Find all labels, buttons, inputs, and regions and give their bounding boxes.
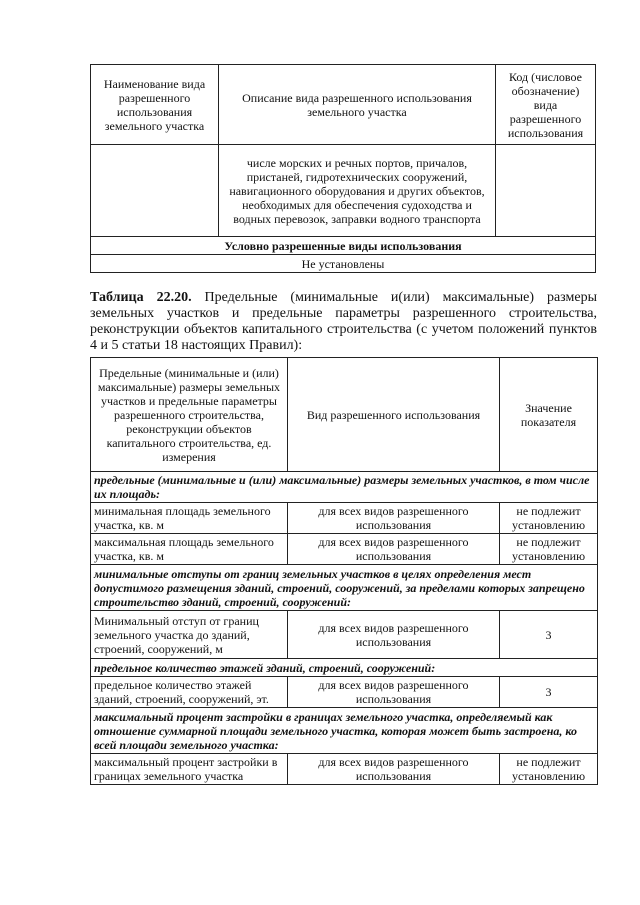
section-title: предельные (минимальные и (или) максимальные) размеры земельных участков, в том числе их площадь: [91,472,598,503]
conditional-uses-header: Условно разрешенные виды использования [91,237,596,255]
header-cell-param: Предельные (минимальные и (или) максимальные) размеры земельных участков и предельные параметры разрешенного строительства, реконструкции объектов капитального строительства, ед. измерения [91,358,288,472]
caption-text: Предельные (минимальные и(или) максимальные) размеры земельных участков и предельные параметры разрешенного строительства, реконструкции объектов капитального строительства (с учетом положений пунктов 4 и 5 статьи 18 настоящих Правил): [90,290,597,353]
table-row [91,145,596,237]
table-row [91,611,598,659]
cell-use: для всех видов разрешенного использования [288,677,500,708]
cell-use: для всех видов разрешенного использования [288,754,500,785]
conditional-uses-value: Не установлены [91,255,596,273]
cell-value: 3 [500,677,598,708]
cell-param: предельное количество этажей зданий, строений, сооружений, эт. [91,677,288,708]
header-cell-description: Описание вида разрешенного использования земельного участка [219,65,496,145]
cell-use: для всех видов разрешенного использования [288,534,500,565]
header-cell-name: Наименование вида разрешенного использования земельного участка [91,65,219,145]
cell-use: для всех видов разрешенного использования [288,611,500,659]
table-caption [90,290,597,354]
table-row [91,677,598,708]
table-row [91,255,596,273]
section-header-row [91,237,596,255]
cell-value: не подлежит установлению [500,534,598,565]
land-use-table [90,64,596,273]
cell-param: максимальный процент застройки в границах земельного участка [91,754,288,785]
header-cell-code: Код (числовое обозначение) вида разрешенного использования [496,65,596,145]
table-row [91,534,598,565]
section-title: минимальные отступы от границ земельных участков в целях определения мест допустимого размещения зданий, строений, сооружений, за пределами которых запрещено строительство зданий, строений, сооружений: [91,565,598,611]
table-row [91,754,598,785]
section-title-row [91,565,598,611]
table-row [91,503,598,534]
caption-label: Таблица 22.20. [90,290,192,305]
table-header-row [91,65,596,145]
section-title-row [91,659,598,677]
cell-value: 3 [500,611,598,659]
section-title: предельное количество этажей зданий, строений, сооружений: [91,659,598,677]
parameters-table [90,357,598,785]
cell-value: не подлежит установлению [500,754,598,785]
cell-param: Минимальный отступ от границ земельного участка до зданий, строений, сооружений, м [91,611,288,659]
section-title-row [91,708,598,754]
header-cell-use: Вид разрешенного использования [288,358,500,472]
section-title: максимальный процент застройки в границах земельного участка, определяемый как отношение суммарной площади земельного участка, которая может быть застроена, ко всей площади земельного участка: [91,708,598,754]
cell-description: числе морских и речных портов, причалов, пристаней, гидротехнических сооружений, навигационного оборудования и других объектов, необходимых для обеспечения судоходства и водных перевозок, заправки водного транспорта [219,145,496,237]
cell-code [496,145,596,237]
section-title-row [91,472,598,503]
header-cell-value: Значение показателя [500,358,598,472]
cell-use: для всех видов разрешенного использования [288,503,500,534]
cell-name [91,145,219,237]
table-header-row [91,358,598,472]
cell-value: не подлежит установлению [500,503,598,534]
cell-param: минимальная площадь земельного участка, кв. м [91,503,288,534]
cell-param: максимальная площадь земельного участка, кв. м [91,534,288,565]
